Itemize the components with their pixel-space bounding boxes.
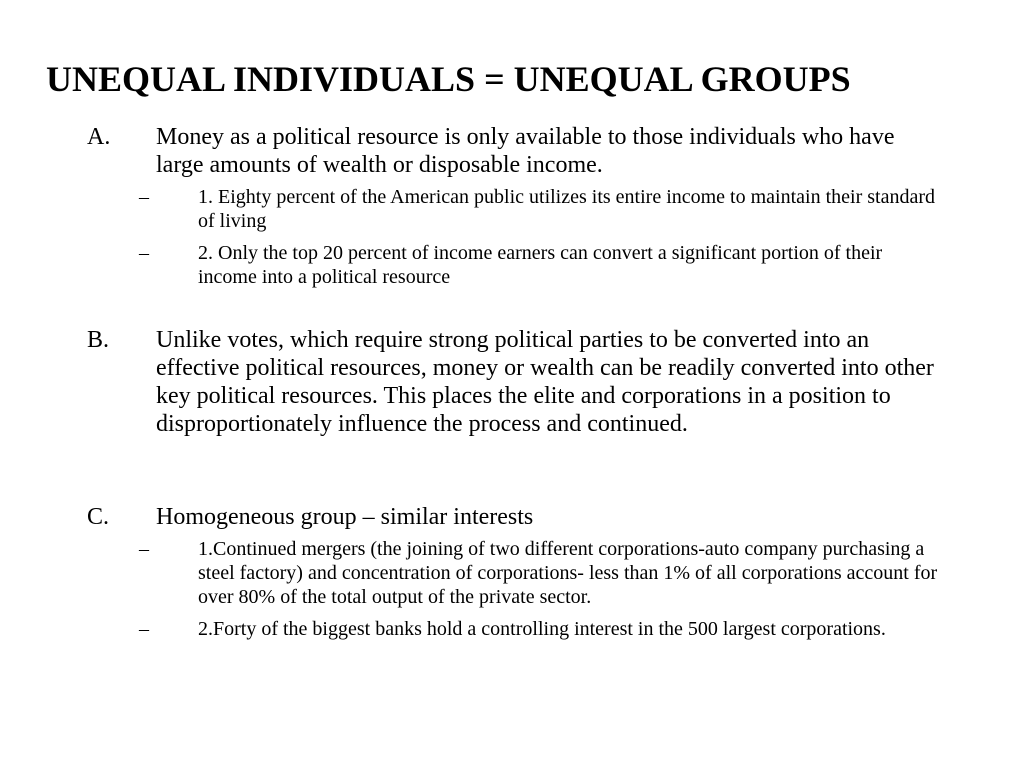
sub-text-c2: 2.Forty of the biggest banks hold a controlling interest in the 500 largest corporations. — [198, 618, 886, 640]
sub-point-c1 — [0, 537, 1024, 609]
main-text-b: Unlike votes, which require strong political parties to be converted into an effective political resources, money or wealth can be readily converted into other key political resources. This places the elite and corporations in a position to disproportionately influence the process and continued. — [156, 327, 934, 437]
dash-marker: – — [139, 186, 149, 208]
sub-text-a2: 2. Only the top 20 percent of income earners can convert a significant portion of their income into a political resource — [198, 242, 883, 288]
sub-list-a — [0, 185, 1024, 289]
sub-text-c1: 1.Continued mergers (the joining of two different corporations-auto company purchasing a steel factory) and concentration of corporations- less than 1% of all corporations account for over 80% of the total output of the private sector. — [198, 538, 938, 608]
section-c — [0, 503, 1024, 649]
sub-point-c2 — [0, 617, 1024, 641]
main-point-b — [0, 326, 1024, 438]
dash-marker: – — [139, 242, 149, 264]
main-marker-a: A. — [87, 124, 111, 150]
section-b — [0, 326, 1024, 438]
dash-marker: – — [139, 538, 149, 560]
main-text-c: Homogeneous group – similar interests — [156, 504, 534, 530]
main-point-a — [0, 123, 1024, 179]
sub-list-c — [0, 537, 1024, 641]
main-point-c — [0, 503, 1024, 531]
section-a — [0, 123, 1024, 297]
sub-text-a1: 1. Eighty percent of the American public utilizes its entire income to maintain their standard of living — [198, 186, 936, 232]
sub-point-a2 — [0, 241, 1024, 289]
dash-marker: – — [139, 618, 149, 640]
slide-title: UNEQUAL INDIVIDUALS = UNEQUAL GROUPS — [46, 59, 851, 99]
sub-point-a1 — [0, 185, 1024, 233]
main-marker-b: B. — [87, 327, 110, 353]
main-text-a: Money as a political resource is only available to those individuals who have large amounts of wealth or disposable income. — [156, 124, 895, 178]
main-marker-c: C. — [87, 504, 110, 530]
